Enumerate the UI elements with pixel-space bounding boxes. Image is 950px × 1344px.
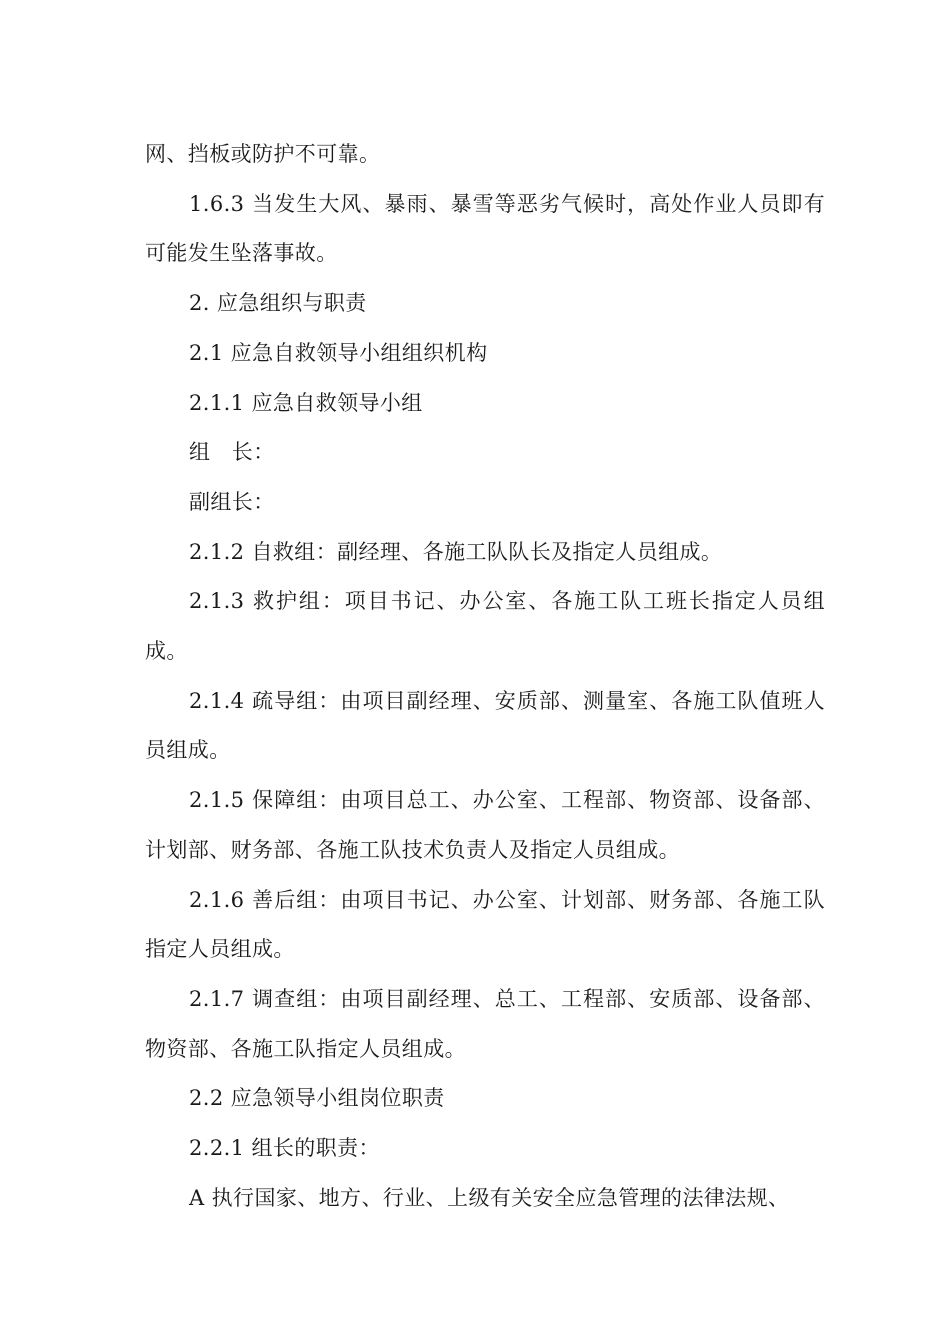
paragraph-continuation: 网、挡板或防护不可靠。 (145, 142, 381, 166)
deputy-leader-line: 副组长： (189, 489, 275, 514)
heading-2-2-1: 2.2.1 组长的职责： (189, 1136, 380, 1161)
paragraph-2-1-7: 2.1.7 调查组：由项目副经理、总工、工程部、安质部、设备部、物资部、各施工队指定人员组成。 (145, 986, 825, 1061)
heading-2: 2. 应急组织与职责 (189, 291, 367, 316)
paragraph-1-6-3: 1.6.3 当发生大风、暴雨、暴雪等恶劣气候时，高处作业人员即有可能发生坠落事故。 (145, 191, 825, 266)
heading-2-1-1: 2.1.1 应急自救领导小组 (189, 390, 423, 415)
paragraph-2-1-6: 2.1.6 善后组：由项目书记、办公室、计划部、财务部、各施工队指定人员组成。 (145, 887, 825, 962)
paragraph-2-1-3: 2.1.3 救护组：项目书记、办公室、各施工队工班长指定人员组成。 (145, 589, 825, 664)
heading-2-1: 2.1 应急自救领导小组组织机构 (189, 340, 488, 365)
paragraph-2-1-5: 2.1.5 保障组：由项目总工、办公室、工程部、物资部、设备部、计划部、财务部、各施工队技术负责人及指定人员组成。 (145, 788, 825, 862)
paragraph-2-1-4: 2.1.4 疏导组：由项目副经理、安质部、测量室、各施工队值班人员组成。 (145, 688, 825, 763)
paragraph-2-1-2: 2.1.2 自救组：副经理、各施工队队长及指定人员组成。 (189, 539, 723, 564)
heading-2-2: 2.2 应急领导小组岗位职责 (189, 1086, 445, 1111)
paragraph-a: A 执行国家、地方、行业、上级有关安全应急管理的法律法规、 (189, 1185, 790, 1210)
document-body (145, 130, 825, 1223)
leader-line: 组 长： (189, 440, 275, 465)
